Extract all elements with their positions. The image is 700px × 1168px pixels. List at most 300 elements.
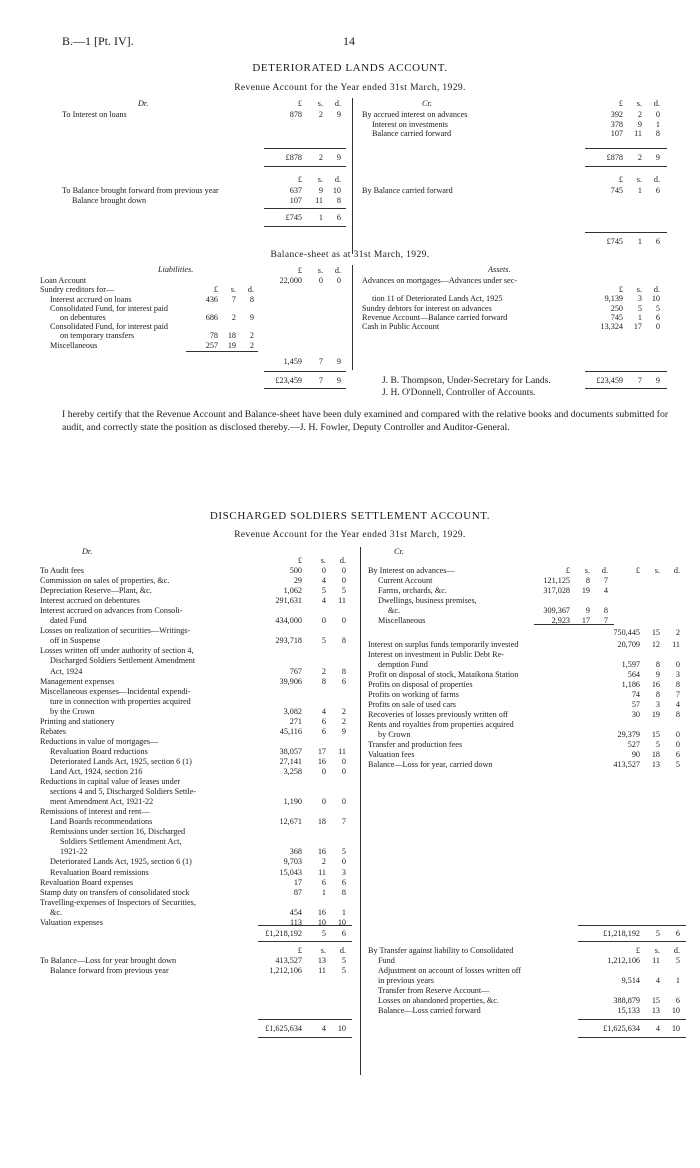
dss-credit-inner-pounds: 2,923 [551,616,570,625]
dss-debit-pence: 0 [341,566,346,575]
dla-revenue-divider [352,98,353,254]
dss-debit-pounds: 87 [293,887,302,897]
dss-left-rule2 [258,1019,352,1020]
bs-left-header-pence-sign: d. [334,266,341,275]
page-number: 14 [343,34,355,48]
dss-credit-pounds: 750,445 [613,628,640,637]
dss-credit-inner-shillings: s. [584,566,590,575]
dla-left-row2-label: Balance brought down [72,196,147,205]
dla-left-row2-shillings: 9 [318,186,323,195]
dss-debit-label: Deteriorated Lands Act, 1925, section 6 (1) [50,857,192,867]
bs-right-header-shilling-sign: s. [636,285,642,294]
dss-debit-shillings: 6 [321,716,326,726]
dss-debit-label: Commission on sales of properties, &c. [40,576,170,586]
dss-credit2-pence: 5 [675,956,680,965]
dss-credit-pence: 5 [675,760,680,769]
dss-debit-label: Land Boards recommendations [50,817,153,827]
dss-debit-shillings: 16 [317,907,326,917]
dss-credit2-pence: 6 [675,996,680,1005]
dss-debit-pence: 0 [341,616,346,626]
dss-credit-inner-pence: 4 [603,586,608,595]
dla-left-row-pence: 9 [336,110,341,119]
dla-right-row-shillings: 9 [637,119,642,129]
dss-debit-label: Printing and stationery [40,716,115,726]
dss-debit-label: Losses on realization of securities—Writings- [40,626,191,636]
dla-right-header-pence-sign: d. [653,99,660,108]
dss-debit-pounds: 500 [289,566,302,575]
dss-credit-shillings: 15 [651,628,660,637]
dss-credit-shillings: 9 [655,670,660,679]
bs-liability-inner-shillings: 7 [231,295,236,304]
dss-credit2-label: Transfer from Reserve Account— [378,986,490,995]
dla-left-total-pounds: £878 [285,153,302,162]
dss-debit-shillings: 16 [317,847,326,857]
bs-liability-label: on temporary transfers [60,331,135,340]
dss-debit2-shillings: 13 [317,956,326,965]
dss-debit-label: sections 4 and 5, Discharged Soldiers Settle- [50,787,197,797]
dss-credit2-pounds: 1,212,106 [607,956,640,965]
dss-debit-label: Deteriorated Lands Act, 1925, section 6 (1) [50,756,192,766]
dss-credit2-pounds: 9,514 [621,976,640,985]
dss-credit-inner-pounds: 317,028 [543,586,570,595]
dss-credit-shillings: 3 [655,700,660,709]
bs-asset-pounds: 250 [610,304,623,313]
dss-debit-shillings: 16 [317,756,326,766]
dss-debit-shillings: 4 [321,706,326,716]
dss-debit-label: Valuation expenses [40,917,103,927]
dss-debit2-pounds: 413,527 [275,956,302,965]
dss-debit-pence: 1 [341,907,346,917]
dss-debit-label: Stamp duty on transfers of consolidated stock [40,887,190,897]
dla-left-header-pound-sign: £ [297,99,302,108]
dss-credit-label: Profits on working of farms [368,690,459,699]
dss-debit-label: ture in connection with properties acquired [50,696,191,706]
bs-asset-pence: 0 [655,322,660,331]
dss-right-rule [578,925,686,926]
bs-liability-label: Consolidated Fund, for interest paid [50,322,169,331]
dss-credit-pounds: 1,597 [621,660,640,669]
dss-left-header2-pence-sign: d. [339,946,346,955]
dss-credit-label: Recoveries of losses previously written off [368,710,509,719]
dla-right-row-label: Balance carried forward [372,129,452,138]
bs-liability-inner-pence: 2 [249,341,254,350]
dss-credit2-pounds: 388,879 [613,996,640,1005]
bs-liability-shillings: 0 [318,276,323,285]
dla-right-row2-pounds: 745 [610,186,623,195]
dss-credit2-shillings: 11 [652,956,660,965]
dla-left-row2-pounds: 107 [289,196,302,205]
bs-right-total-shillings: 7 [637,376,642,385]
dss-right-total-shillings: 5 [655,929,660,938]
dss-debit-pounds: 454 [289,907,302,917]
dss-debit-pence: 0 [341,797,346,807]
dss-debit-pence: 6 [341,676,346,686]
dla-right-row2-shillings: 1 [637,186,642,195]
bs-asset-pounds: 9,139 [604,294,623,303]
dss-credit-shillings: 13 [651,760,660,769]
bs-asset-pence: 6 [655,313,660,322]
bs-liability-subtotal-shillings: 7 [318,357,323,366]
dss-left-total-rule2 [258,1037,352,1038]
dss-credit-shillings: 19 [651,710,660,719]
dla-right-row-pounds: 107 [610,129,623,138]
dla-left-total-rule [264,166,346,167]
dss-debit-shillings: 18 [317,817,326,827]
dss-credit-label: Profits on disposal of properties [368,680,473,689]
dla-left-total2-pence: 6 [336,213,341,222]
dss-credit-inner-pounds: 121,125 [543,576,570,585]
dss-debit2-label: Balance forward from previous year [50,966,169,975]
dla-right-row2-label: By Balance carried forward [362,186,453,195]
bs-liability-label: Miscellaneous [50,341,98,350]
bs-liability-label: on debentures [60,313,106,322]
dss-credit-pounds: 564 [627,670,640,679]
dla-right-rule2 [585,232,667,233]
dss-credit-label: &c. [388,606,401,615]
dla-right-row2-pence: 6 [655,186,660,195]
dss-left-total-pounds: £1,218,192 [265,929,302,938]
dss-credit-label: Profits on sale of used cars [368,700,456,709]
dss-credit-label: Farms, orchards, &c. [378,586,447,595]
dss-credit-pence: 4 [675,700,680,709]
dla-assets-heading: Assets. [488,265,511,274]
dss-debit-label: Reductions in value of mortgages— [40,736,159,746]
dla-left-header-shilling-sign: s. [317,99,323,108]
dss-credit-pounds: 90 [631,750,640,759]
dss-credit-pence: 0 [675,740,680,749]
dss-credit-pence: 6 [675,750,680,759]
bs-inner-header-pound-sign: £ [213,285,218,294]
dss-debit-pounds: 368 [289,847,302,857]
dla-right-total2-pounds: £745 [606,237,623,246]
dss-credit2-label: Balance—Loss carried forward [378,1006,481,1015]
bs-liability-label: Consolidated Fund, for interest paid [50,304,169,313]
dss-debit-shillings: 4 [321,576,326,586]
dss-revenue-title: Revenue Account for the Year ended 31st March, 1929. [234,530,466,540]
dss-debit-shillings: 10 [317,917,326,927]
bs-right-rule [585,371,667,372]
dss-credit-shillings: 18 [651,750,660,759]
dss-debit-label: by the Crown [50,706,95,716]
dss-debit-label: Management expenses [40,676,115,686]
dla-right-total2-shillings: 1 [637,237,642,246]
dla-right-row-shillings: 11 [634,129,642,138]
dss-cr-heading: Cr. [394,547,404,556]
dss-debit-label: Soldiers Settlement Amendment Act, [60,837,182,847]
bs-asset-pounds: 13,324 [600,322,623,331]
dss-credit-pence: 0 [675,660,680,669]
dss-debit-pence: 8 [341,636,346,646]
dss-dr-heading: Dr. [82,547,93,556]
dss-credit2-label: Fund [378,956,395,965]
dss-left-header2-shilling-sign: s. [320,946,326,955]
dss-debit-pounds: 27,141 [279,756,302,766]
dss-left-header-shilling-sign: s. [320,556,326,565]
bs-right-total-pounds: £23,459 [596,376,623,385]
bs-left-header-shilling-sign: s. [317,266,323,275]
dss-debit-shillings: 8 [321,676,326,686]
dss-debit-pounds: 38,057 [279,746,302,756]
dss-debit-pence: 0 [341,576,346,586]
dss-debit-pounds: 12,671 [279,817,302,827]
dla-left-row2-label: To Balance brought forward from previous year [62,186,219,195]
dss-debit-pence: 6 [341,877,346,887]
dss-debit-pounds: 3,082 [283,706,302,716]
dss-right-header2-pound-sign: £ [635,946,640,955]
dss-debit-shillings: 0 [321,767,326,776]
bs-asset-shillings: 17 [633,322,642,331]
dss-credit-pounds: £ [635,566,640,575]
bs-right-header-pound-sign: £ [618,285,623,294]
dss-left-header-pound-sign: £ [297,556,302,565]
dss-credit-pounds: 527 [627,740,640,749]
dss-debit-label: To Audit fees [40,566,84,575]
bs-liability-inner-pounds: 686 [205,313,218,322]
bs-liability-inner-pounds: 257 [205,341,218,350]
bs-liability-pence: 0 [336,276,341,285]
dss-debit-pence: 0 [341,857,346,867]
dss-credit-shillings: 15 [651,730,660,739]
dss-credit-pence: d. [673,566,680,575]
bs-left-total-pounds: £23,459 [275,376,302,385]
dss-debit-label: Remissions under section 16, Discharged [50,827,186,837]
dss-right-total-pounds: £1,218,192 [603,929,640,938]
dss-debit-pence: 0 [341,756,346,766]
dss-debit-pounds: 45,116 [279,726,302,736]
dss-credit-pence: 3 [675,670,680,679]
dss-credit-inner-shillings: 17 [581,616,590,625]
bs-inner-header-shilling-sign: s. [230,285,236,294]
dss-credit2-shillings: 15 [651,996,660,1005]
dss-credit-label: By Interest on advances— [368,566,455,575]
dss-debit2-pence: 5 [341,966,346,975]
dss-credit-label: Rents and royalties from properties acquired [368,720,514,729]
dss-debit-pence: 9 [341,726,346,736]
dss-credit2-label: By Transfer against liability to Consolidated [368,946,514,955]
dss-credit-label: Current Account [378,576,433,585]
dss-debit-pence: 2 [341,706,346,716]
dss-credit-pence: 11 [672,640,680,649]
bs-left-total-rule [264,388,346,389]
bs-asset-shillings: 3 [637,294,642,303]
dla-right-row-pence: 0 [655,110,660,119]
dss-right-header2-shilling-sign: s. [654,946,660,955]
dss-title: DISCHARGED SOLDIERS SETTLEMENT ACCOUNT. [209,510,491,522]
dss-right-total-pence: 6 [675,929,680,938]
dss-credit-pence: 0 [675,730,680,739]
dss-debit-shillings: 5 [321,586,326,596]
bs-liability-inner-pence: 2 [249,331,254,340]
bs-asset-shillings: 5 [637,304,642,313]
dss-credit-inner-shillings: 9 [585,606,590,615]
dss-credit-shillings: 5 [655,740,660,749]
dla-left-rule [264,148,346,149]
dss-debit-pence: 11 [338,746,346,756]
dla-cr-heading: Cr. [422,99,432,108]
dss-credit-pounds: 413,527 [613,760,640,769]
dss-debit-pounds: 39,906 [279,676,302,686]
bs-left-total-shillings: 7 [318,376,323,385]
dss-debit-pounds: 1,190 [283,797,302,807]
dss-debit-pence: 0 [341,767,346,776]
dss-debit-shillings: 6 [321,877,326,887]
dss-right-header2-pence-sign: d. [673,946,680,955]
dla-right-header2-pound-sign: £ [618,175,623,184]
dla-right-total-pence: 9 [655,153,660,162]
dss-left-header2-pound-sign: £ [297,946,302,955]
dss-debit2-pence: 5 [341,956,346,965]
bs-right-total-pence: 9 [655,376,660,385]
dss-debit-pounds: 1,062 [283,586,302,596]
bs-asset-label: Cash in Public Account [362,322,440,331]
dss-debit-pence: 11 [338,596,346,606]
dss-debit-label: Revaluation Board reductions [50,746,148,756]
dss-left-total2-shillings: 4 [321,1024,326,1033]
dss-debit-shillings: 2 [321,857,326,867]
dss-credit-pounds: 30 [631,710,640,719]
dla-left-row2-pence: 10 [332,186,341,195]
dss-credit-inner-pounds: £ [565,566,570,575]
dla-right-header2-shilling-sign: s. [636,175,642,184]
bs-liability-subtotal-pence: 9 [336,357,341,366]
dla-right-row-pounds: 392 [610,110,623,119]
dla-left-total2-shillings: 1 [318,213,323,222]
dla-right-row-label: Interest on investments [372,119,448,129]
dss-debit-pence: 5 [341,586,346,596]
dss-debit-pounds: 434,000 [275,616,302,626]
dss-debit-shillings: 5 [321,636,326,646]
dss-debit-pounds: 15,043 [279,867,302,877]
dla-revenue-title: Revenue Account for the Year ended 31st March, 1929. [234,83,466,93]
dss-revenue-divider [360,547,361,1075]
dss-debit-label: Land Act, 1924, section 216 [50,767,143,776]
dss-debit-label: Act, 1924 [50,666,83,676]
dla-right-total-pounds: £878 [606,153,623,162]
dss-credit-label: Interest on surplus funds temporarily invested [368,640,519,649]
dss-debit-label: ment Amendment Act, 1921-22 [50,797,154,807]
dss-debit-label: Travelling-expenses of Inspectors of Securities, [40,897,196,907]
dss-debit-shillings: 11 [318,867,326,877]
dla-left-total-rule2 [264,226,346,227]
dla-title: DETERIORATED LANDS ACCOUNT. [252,62,448,74]
dss-credit-pence: 7 [675,690,680,699]
dss-credit-label: Profit on disposal of stock, Mataikona Station [368,670,519,679]
dss-debit-label: Interest accrued on debentures [40,596,140,606]
dss-left-rule [258,925,352,926]
dss-debit-label: Discharged Soldiers Settlement Amendment [50,656,196,666]
dla-left-header-pence-sign: d. [334,99,341,108]
dss-credit-pounds: 29,379 [617,730,640,739]
dla-right-row-pounds: 378 [610,119,623,129]
bs-liability-label: Sundry creditors for— [40,285,115,294]
dss-debit-shillings: 2 [321,666,326,676]
dss-credit-shillings: 16 [651,680,660,689]
dss-debit-label: Remissions of interest and rent— [40,807,150,817]
dss-left-total2-pence: 10 [337,1024,346,1033]
dla-right-header-pound-sign: £ [618,99,623,108]
dss-debit-pounds: 17 [293,877,302,887]
dss-debit-shillings: 0 [321,616,326,626]
bs-asset-label: Sundry debtors for interest on advances [362,304,492,313]
bs-asset-label: tion 11 of Deteriorated Lands Act, 1925 [372,294,503,303]
dss-credit-label: Valuation fees [368,750,415,759]
dla-right-header-shilling-sign: s. [636,99,642,108]
dss-credit-pounds: 74 [631,690,640,699]
dss-debit-label: Interest accrued on advances from Consoli- [40,606,183,616]
bs-liability-inner-shillings: 18 [227,331,236,340]
dss-credit-pounds: 57 [631,700,640,709]
dla-right-total-shillings: 2 [637,153,642,162]
dss-debit-shillings: 0 [321,566,326,575]
dss-credit-inner-pence: 7 [603,616,608,625]
dss-debit-label: Miscellaneous expenses—Incidental expendi- [40,686,191,696]
dss-credit-pounds: 1,186 [621,680,640,689]
bs-right-header-pence-sign: d. [653,285,660,294]
dss-credit-label: Transfer and production fees [368,740,463,749]
dla-right-row-shillings: 2 [637,110,642,119]
dss-credit2-shillings: 13 [651,1006,660,1015]
dss-debit-pence: 7 [341,817,346,827]
dss-debit-label: 1921-22 [60,847,88,857]
dla-right-header2-pence-sign: d. [653,175,660,184]
dss-credit2-label: Losses on abandoned properties, &c. [378,996,499,1005]
dss-debit-label: Rebates [40,726,66,736]
dss-credit-pounds: 20,709 [617,640,640,649]
bs-asset-label: Revenue Account—Balance carried forward [362,313,508,322]
dla-left-row-pounds: 878 [289,110,302,119]
dss-credit-inner-pence: 8 [603,606,608,615]
dla-left-header2-shilling-sign: s. [317,175,323,184]
dla-right-total-rule [585,166,667,167]
dss-credit-label: demption Fund [378,660,428,669]
dss-right-total2-shillings: 4 [655,1024,660,1033]
dla-liabilities-heading: Liabilities. [158,265,194,274]
dss-right-total2-pence: 10 [671,1024,680,1033]
dla-right-total2-pence: 6 [655,237,660,246]
dss-left-total-shillings: 5 [321,929,326,938]
dss-credit-pence: 8 [675,710,680,719]
dla-right-row-label: By accrued interest on advances [362,110,468,119]
bs-liability-label: Interest accrued on loans [50,295,132,304]
dss-credit2-pence: 10 [671,1006,680,1015]
dla-balance-sheet-title: Balance-sheet as at 31st March, 1929. [270,250,430,260]
dss-credit2-label: Adjustment on account of losses written off [378,966,522,975]
signature-controller: J. H. O'Donnell, Controller of Accounts. [382,388,536,398]
dla-left-total-shillings: 2 [318,153,323,162]
dss-credit-label: Interest on investment in Public Debt Re- [368,650,504,659]
dss-debit-pounds: 29 [293,576,302,586]
dla-left-header2-pence-sign: d. [334,175,341,184]
bs-liability-inner-shillings: 2 [231,313,236,322]
dla-left-row2-pence: 8 [336,196,341,205]
dss-credit2-label: in previous years [378,976,434,985]
dss-debit-label: Revaluation Board expenses [40,877,134,887]
dss-credit2-shillings: 4 [655,976,660,985]
bs-liability-inner-pounds: 78 [209,331,218,340]
dss-debit-label: &c. [50,907,63,917]
dla-left-row-shillings: 2 [318,110,323,119]
dss-debit-pence: 10 [337,917,346,927]
dss-credit-inner-shillings: 8 [585,576,590,585]
dss-debit2-pounds: 1,212,106 [269,966,302,975]
dss-debit-label: Losses written off under authority of section 4, [40,646,194,656]
dss-debit-shillings: 1 [321,887,326,897]
dss-debit-pence: 3 [341,867,346,877]
dss-left-total2-pounds: £1,625,634 [265,1024,302,1033]
dss-debit-pounds: 291,631 [275,596,302,606]
dla-dr-heading: Dr. [138,99,149,108]
dss-credit-inner-shillings: 19 [581,586,590,595]
